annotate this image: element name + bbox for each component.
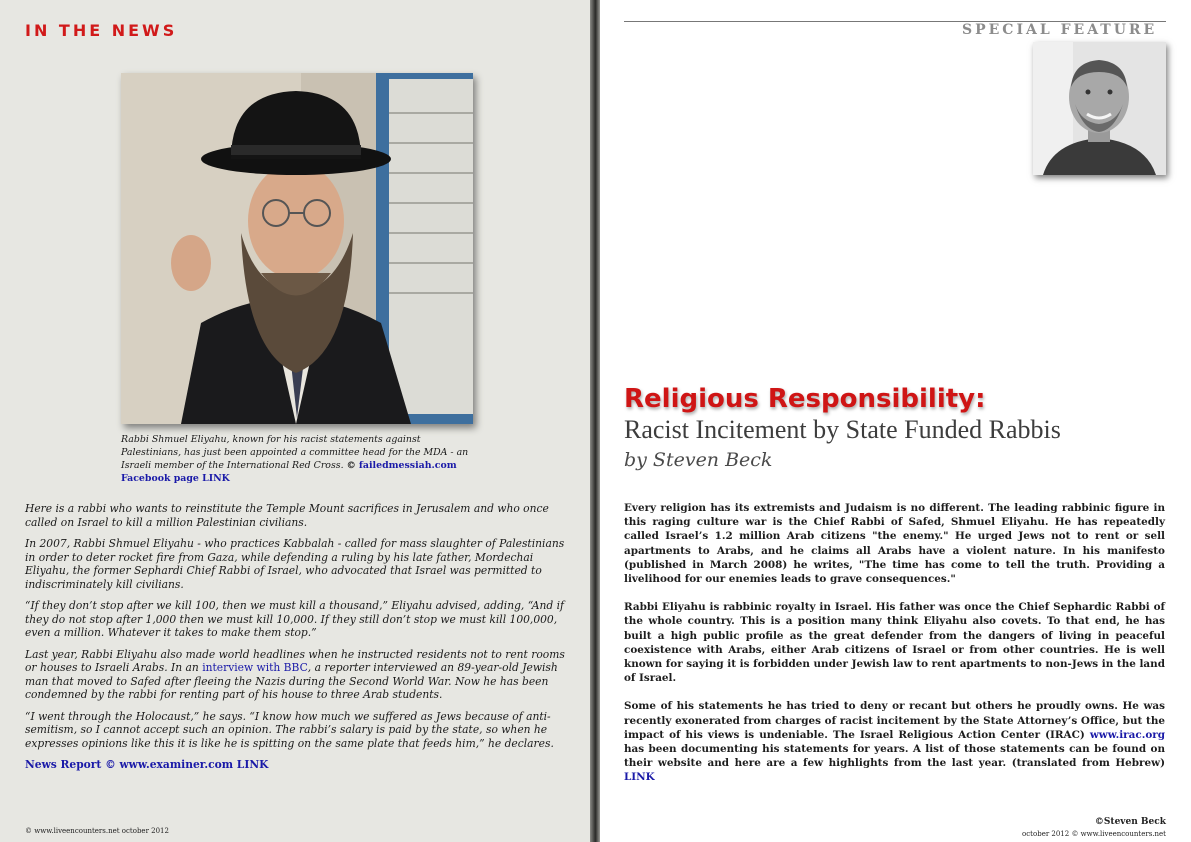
- left-paragraph-4: [25, 648, 570, 702]
- para4-before: Last year, Rabbi Eliyahu also made world headlines when he instructed residents not to rent rooms or houses to Israeli Arabs. In an: [25, 647, 565, 674]
- left-paragraph-5: “I went through the Holocaust,” he says. “I know how much we suffered as Jews because of anti-semitism, so I cannot accept such an opinion. The rabbi’s salary is paid by the state, so when he expresses opinions like this it is like he is spitting on the same plate that feeds him,” he declares.: [25, 709, 554, 750]
- para4-after: , a reporter interviewed an 89-year-old Jewish man that moved to Safed after fleeing the Nazis during the Second World War. Now he has been condemned by the rabbi for renting part of his house to three Arab students.: [25, 661, 558, 701]
- article-headline: Religious Responsibility:: [624, 384, 986, 414]
- rabbi-portrait-image: [121, 73, 473, 424]
- right-paragraph-1: Every religion has its extremists and Judaism is no different. The leading rabbinic figure in this raging culture war is the Chief Rabbi of Safed, Shmuel Eliyahu. He has repeatedly called Israel’s 1.2 million Arab citizens "the enemy." He urged Jews not to rent or sell apartments to Arabs, and he claims all Arabs have a violent nature. In his manifesto (published in March 2008) he writes, "The time has come to tell the truth. Providing a livelihood for our enemies leads to grave consequences.": [624, 502, 1165, 586]
- right-article-body: [624, 501, 1165, 799]
- left-paragraph-1: Here is a rabbi who wants to reinstitute the Temple Mount sacrifices in Jerusalem and who once called on Israel to kill a million Palestinian civilians.: [25, 502, 549, 529]
- bbc-interview-link[interactable]: interview with BBC: [202, 661, 308, 674]
- article-subhead: Racist Incitement by State Funded Rabbis: [624, 415, 1061, 444]
- left-article-body: [25, 502, 570, 780]
- para3-after: has been documenting his statements for years. A list of those statements can be found on their website and here are a few highlights from the last year. (translated from Hebrew): [624, 743, 1165, 770]
- rabbi-photo: [121, 73, 473, 424]
- para3-before: Some of his statements he has tried to deny or recant but others he proudly owns. He was recently exonerated from charges of racist incitement by the State Attorney’s Office, but the impact of his views is undeniable. The Israel Religious Action Center (IRAC): [624, 700, 1165, 741]
- right-paragraph-3: [624, 699, 1165, 784]
- page-gutter: [590, 0, 600, 842]
- left-paragraph-2: In 2007, Rabbi Shmuel Eliyahu - who practices Kabbalah - called for mass slaughter of Palestinians in order to deter rocket fire from Gaza, while defending a ruling by his late father, Mordechai Eliyahu, the former Sephardi Chief Rabbi of Israel, who advocated that Israel was permitted to indiscriminately kill civilians.: [25, 537, 565, 591]
- author-portrait-image: [1033, 42, 1166, 175]
- left-paragraph-3: “If they don’t stop after we kill 100, then we must kill a thousand,” Eliyahu advised, adding, “And if they do not stop after 1,000 then we must kill 10,000. If they still don’t stop we must kill 100,000, even a million. Whatever it takes to make them stop.”: [25, 599, 565, 639]
- photo-caption: [121, 433, 481, 485]
- caption-copyright: ©: [346, 460, 356, 471]
- translation-link[interactable]: LINK: [624, 771, 655, 784]
- author-credit: ©Steven Beck: [1094, 817, 1166, 827]
- right-footer: october 2012 © www.liveencounters.net: [1022, 830, 1166, 838]
- left-footer: © www.liveencounters.net october 2012: [25, 827, 169, 835]
- author-photo: [1033, 42, 1166, 175]
- article-byline: by Steven Beck: [624, 449, 773, 471]
- caption-source-link[interactable]: failedmessiah.com Facebook page LINK: [121, 460, 457, 484]
- right-paragraph-2: Rabbi Eliyahu is rabbinic royalty in Israel. His father was once the Chief Sephardic Rabbi of the whole country. This is a position many think Eliyahu also covets. To that end, he has built a high public profile as the great defender from the dangers of living in peaceful coexistence with Arabs, either Arab citizens of Israel or from other countries. He is well known for saying it is forbidden under Jewish law to rent apartments to non-Jews in the land of Israel.: [624, 601, 1165, 685]
- section-label-special-feature: SPECIAL FEATURE: [962, 22, 1158, 38]
- caption-text: Rabbi Shmuel Eliyahu, known for his racist statements against Palestinians, has just been appointed a committee head for the MDA - an Israeli member of the International Red Cross.: [121, 434, 469, 471]
- news-report-link[interactable]: News Report © www.examiner.com LINK: [25, 758, 269, 771]
- section-label-in-the-news: IN THE NEWS: [25, 21, 178, 40]
- irac-link[interactable]: www.irac.org: [1089, 728, 1165, 741]
